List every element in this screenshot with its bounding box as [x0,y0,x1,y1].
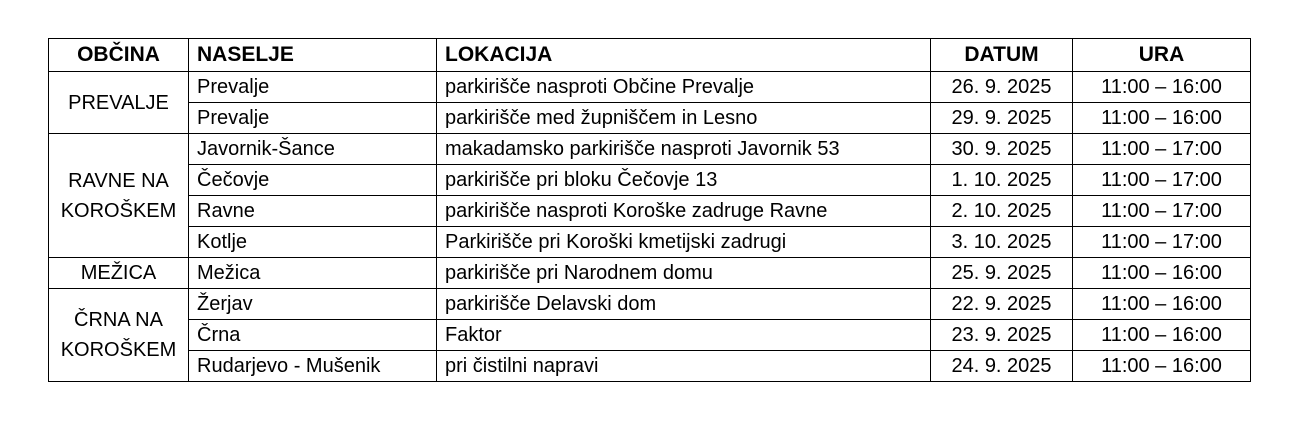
location-cell: pri čistilni napravi [437,351,931,382]
table-row [49,196,1251,227]
time-cell: 11:00 – 17:00 [1073,134,1251,165]
settlement-cell: Prevalje [189,72,437,103]
settlement-cell: Mežica [189,258,437,289]
location-cell: parkirišče nasproti Občine Prevalje [437,72,931,103]
municipality-label: ČRNA NA KOROŠKEM [60,309,177,361]
table-row [49,351,1251,382]
time-cell: 11:00 – 16:00 [1073,72,1251,103]
municipality-cell [49,72,189,134]
date-cell: 29. 9. 2025 [931,103,1073,134]
location-cell: Faktor [437,320,931,351]
location-cell: makadamsko parkirišče nasproti Javornik 53 [437,134,931,165]
time-cell: 11:00 – 16:00 [1073,289,1251,320]
header-ura: URA [1073,39,1251,72]
header-lokacija: LOKACIJA [437,39,931,72]
table-row [49,103,1251,134]
municipality-cell [49,134,189,258]
header-naselje: NASELJE [189,39,437,72]
table-row [49,165,1251,196]
settlement-cell: Črna [189,320,437,351]
time-cell: 11:00 – 16:00 [1073,320,1251,351]
date-cell: 22. 9. 2025 [931,289,1073,320]
time-cell: 11:00 – 16:00 [1073,351,1251,382]
table-row [49,72,1251,103]
location-cell: parkirišče pri Narodnem domu [437,258,931,289]
location-cell: parkirišče nasproti Koroške zadruge Ravne [437,196,931,227]
municipality-cell [49,289,189,382]
table-row [49,227,1251,258]
location-cell: Parkirišče pri Koroški kmetijski zadrugi [437,227,931,258]
header-obcina: OBČINA [49,39,189,72]
schedule-body [49,72,1251,382]
municipality-label: RAVNE NA KOROŠKEM [60,169,177,222]
date-cell: 3. 10. 2025 [931,227,1073,258]
date-cell: 25. 9. 2025 [931,258,1073,289]
municipality-cell [49,258,189,289]
time-cell: 11:00 – 17:00 [1073,196,1251,227]
time-cell: 11:00 – 17:00 [1073,227,1251,258]
municipality-label: MEŽICA [80,262,157,284]
location-cell: parkirišče Delavski dom [437,289,931,320]
settlement-cell: Žerjav [189,289,437,320]
settlement-cell: Ravne [189,196,437,227]
table-row [49,289,1251,320]
date-cell: 26. 9. 2025 [931,72,1073,103]
settlement-cell: Prevalje [189,103,437,134]
time-cell: 11:00 – 16:00 [1073,103,1251,134]
table-row [49,320,1251,351]
settlement-cell: Čečovje [189,165,437,196]
time-cell: 11:00 – 17:00 [1073,165,1251,196]
table-row [49,258,1251,289]
settlement-cell: Rudarjevo - Mušenik [189,351,437,382]
date-cell: 24. 9. 2025 [931,351,1073,382]
municipality-label: PREVALJE [68,91,169,114]
date-cell: 30. 9. 2025 [931,134,1073,165]
settlement-cell: Kotlje [189,227,437,258]
schedule-table [48,38,1251,382]
location-cell: parkirišče pri bloku Čečovje 13 [437,165,931,196]
settlement-cell: Javornik-Šance [189,134,437,165]
header-row [49,39,1251,72]
date-cell: 2. 10. 2025 [931,196,1073,227]
location-cell: parkirišče med župniščem in Lesno [437,103,931,134]
header-datum: DATUM [931,39,1073,72]
date-cell: 23. 9. 2025 [931,320,1073,351]
date-cell: 1. 10. 2025 [931,165,1073,196]
time-cell: 11:00 – 16:00 [1073,258,1251,289]
table-row [49,134,1251,165]
